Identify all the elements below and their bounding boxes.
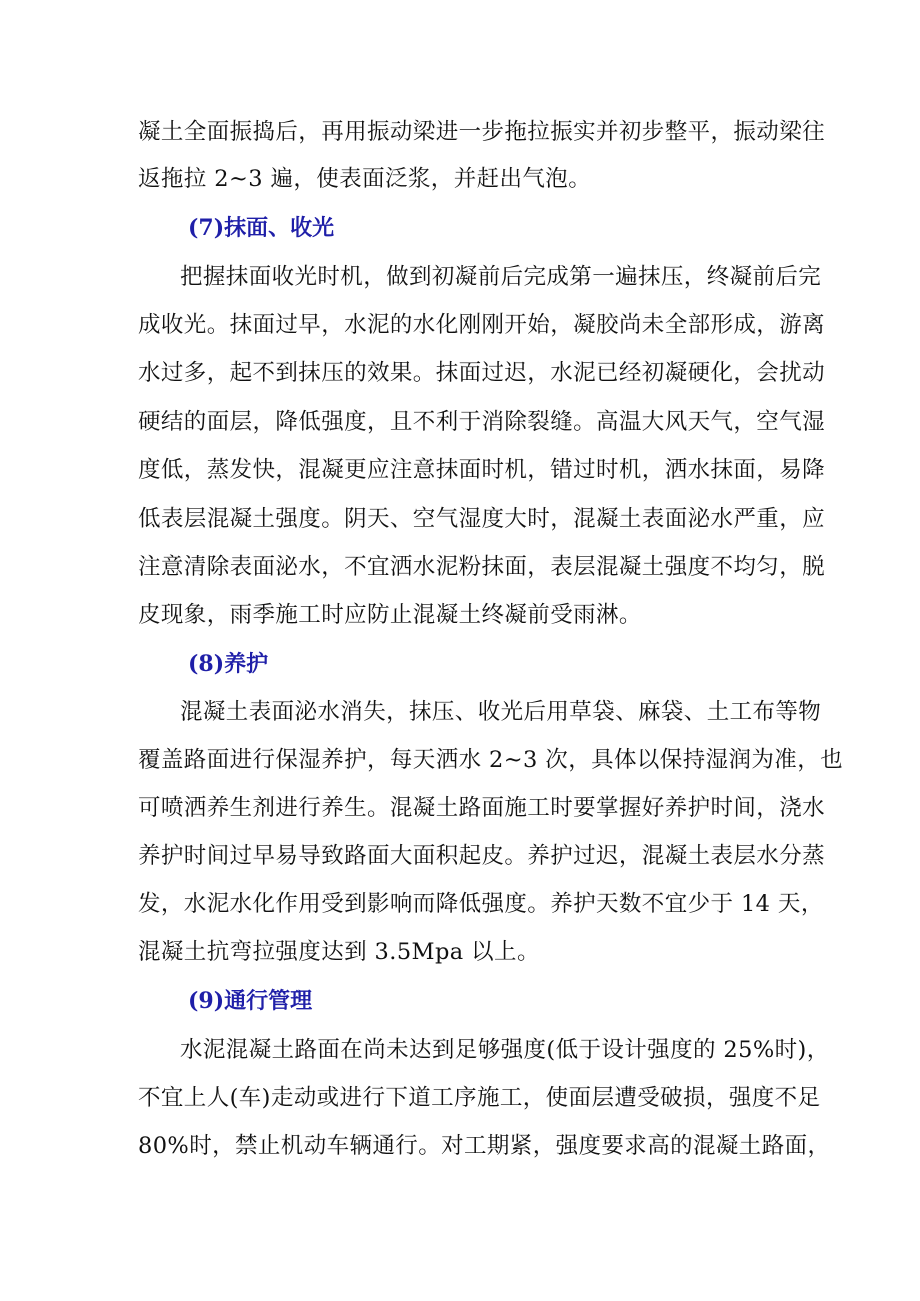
paragraph-line: 80%时，禁止机动车辆通行。对工期紧，强度要求高的混凝土路面， xyxy=(138,1133,831,1159)
paragraph-line: 成收光。抹面过早，水泥的水化刚刚开始，凝胶尚未全部形成，游离 xyxy=(138,312,826,338)
paragraph-line: 可喷洒养生剂进行养生。混凝土路面施工时要掌握好养护时间，浇水 xyxy=(138,795,826,821)
paragraph-line: 凝土全面振捣后，再用振动梁进一步拖拉振实并初步整平，振动梁往 xyxy=(138,119,826,145)
paragraph-line: 注意清除表面泌水，不宜洒水泥粉抹面，表层混凝土强度不均匀，脱 xyxy=(138,554,826,580)
section-heading-9: (9)通行管理 xyxy=(188,988,313,1014)
paragraph-line: 覆盖路面进行保湿养护，每天洒水 2~3 次，具体以保持湿润为准，也 xyxy=(138,747,843,773)
paragraph-line: 混凝土抗弯拉强度达到 3.5Mpa 以上。 xyxy=(138,939,540,965)
section-heading-8: (8)养护 xyxy=(188,651,269,677)
paragraph-line: 不宜上人(车)走动或进行下道工序施工，使面层遭受破损，强度不足 xyxy=(138,1085,821,1111)
paragraph-line: 硬结的面层，降低强度，且不利于消除裂缝。高温大风天气，空气湿 xyxy=(138,409,826,435)
paragraph-line: 度低，蒸发快，混凝更应注意抹面时机，错过时机，洒水抹面，易降 xyxy=(138,457,826,483)
paragraph-line: 水过多，起不到抹压的效果。抹面过迟，水泥已经初凝硬化，会扰动 xyxy=(138,360,826,386)
paragraph-line: 混凝土表面泌水消失，抹压、收光后用草袋、麻袋、土工布等物 xyxy=(180,699,822,725)
paragraph-line: 水泥混凝土路面在尚未达到足够强度(低于设计强度的 25%时)， xyxy=(180,1037,830,1063)
paragraph-line: 把握抹面收光时机，做到初凝前后完成第一遍抹压，终凝前后完 xyxy=(180,264,822,290)
paragraph-line: 返拖拉 2~3 遍，使表面泛浆，并赶出气泡。 xyxy=(138,166,592,192)
section-heading-7: (7)抹面、收光 xyxy=(188,215,335,241)
paragraph-line: 发，水泥水化作用受到影响而降低强度。养护天数不宜少于 14 天， xyxy=(138,891,824,917)
paragraph-line: 皮现象，雨季施工时应防止混凝土终凝前受雨淋。 xyxy=(138,602,642,628)
paragraph-line: 低表层混凝土强度。阴天、空气湿度大时，混凝土表面泌水严重，应 xyxy=(138,506,826,532)
paragraph-line: 养护时间过早易导致路面大面积起皮。养护过迟，混凝土表层水分蒸 xyxy=(138,843,826,869)
